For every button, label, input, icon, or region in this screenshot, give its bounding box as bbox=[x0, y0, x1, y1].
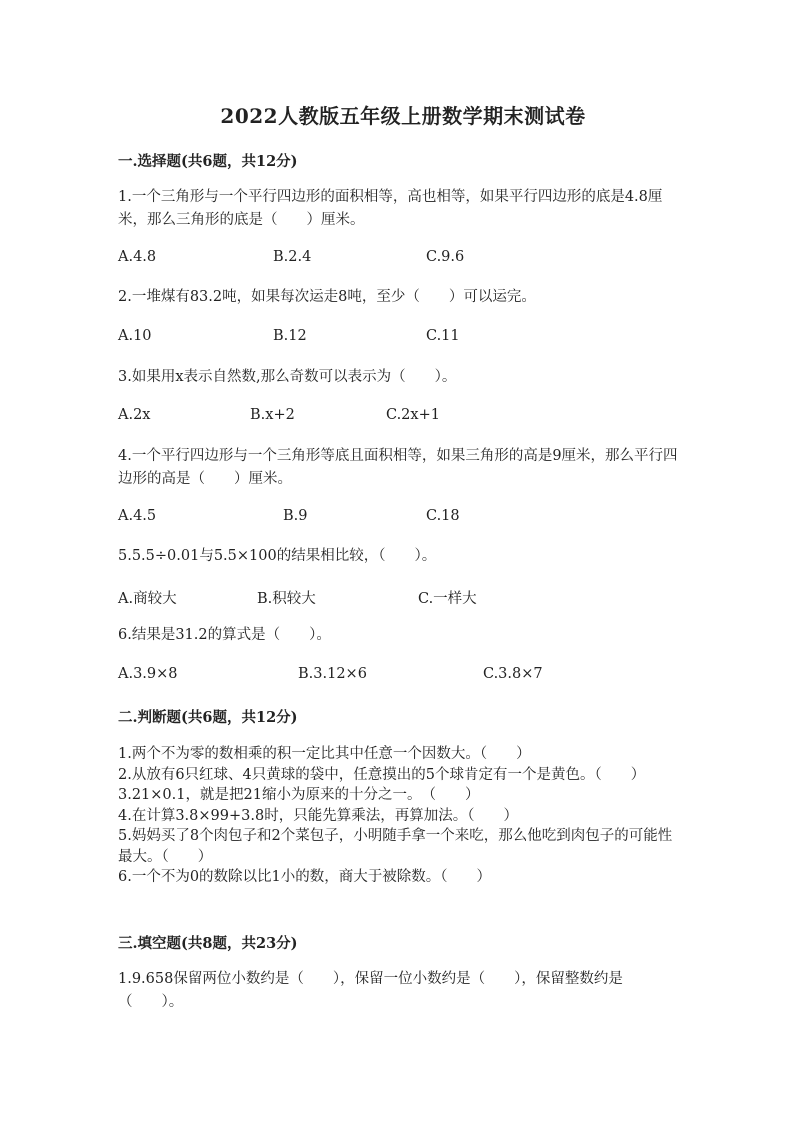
judge-item: 3.21×0.1，就是把21缩小为原来的十分之一。 （ ） bbox=[118, 787, 480, 803]
option-c: C.9.6 bbox=[426, 249, 465, 265]
option-a: A.4.5 bbox=[118, 508, 157, 524]
option-b: B.x+2 bbox=[250, 407, 295, 423]
judge-item: 6.一个不为0的数除以比1小的数，商大于被除数。（ ） bbox=[118, 869, 492, 885]
option-b: B.积较大 bbox=[257, 591, 316, 607]
option-row bbox=[118, 587, 688, 609]
page-title: 2022人教版五年级上册数学期末测试卷 bbox=[220, 104, 586, 128]
question-text: 3.如果用x表示自然数,那么奇数可以表示为（ ）。 bbox=[118, 369, 457, 385]
option-c: C.2x+1 bbox=[386, 407, 440, 423]
judge-item: 5.妈妈买了8个肉包子和2个菜包子，小明随手拿一个来吃，那么他吃到肉包子的可能性最大。（ ） bbox=[118, 828, 673, 865]
option-b: B.3.12×6 bbox=[298, 666, 367, 682]
option-a: A.10 bbox=[118, 328, 152, 344]
option-c: C.18 bbox=[426, 508, 460, 524]
question-text: 5.5.5÷0.01与5.5×100的结果相比较，（ ）。 bbox=[118, 548, 437, 564]
section-heading-judge: 二.判断题(共6题，共12分) bbox=[118, 709, 298, 726]
option-c: C.一样大 bbox=[418, 591, 477, 607]
option-row bbox=[118, 249, 688, 271]
option-a: A.2x bbox=[118, 407, 151, 423]
section-heading-fill: 三.填空题(共8题，共23分) bbox=[118, 935, 298, 952]
option-b: B.12 bbox=[273, 328, 307, 344]
question-text: 2.一堆煤有83.2吨，如果每次运走8吨，至少（ ）可以运完。 bbox=[118, 289, 536, 305]
judge-item: 2.从放有6只红球、4只黄球的袋中，任意摸出的5个球肯定有一个是黄色。（ ） bbox=[118, 766, 646, 783]
option-b: B.2.4 bbox=[273, 249, 312, 265]
question-text: 1.9.658保留两位小数约是（ ），保留一位小数约是（ ），保留整数约是（ ）。 bbox=[118, 971, 623, 1010]
option-b: B.9 bbox=[283, 508, 308, 524]
option-row bbox=[118, 508, 688, 530]
judge-list bbox=[118, 744, 678, 888]
option-a: A.3.9×8 bbox=[118, 666, 178, 682]
judge-item: 4.在计算3.8×99+3.8时，只能先算乘法，再算加法。（ ） bbox=[118, 807, 518, 824]
option-a: A.商较大 bbox=[118, 591, 177, 607]
option-a: A.4.8 bbox=[118, 249, 157, 265]
option-row bbox=[118, 666, 688, 688]
option-c: C.3.8×7 bbox=[483, 666, 543, 682]
option-c: C.11 bbox=[426, 328, 460, 344]
question-text: 4.一个平行四边形与一个三角形等底且面积相等，如果三角形的高是9厘米，那么平行四边形的高是（ ）厘米。 bbox=[118, 448, 678, 487]
judge-item: 1.两个不为零的数相乘的积一定比其中任意一个因数大。（ ） bbox=[118, 746, 531, 762]
option-row bbox=[118, 407, 688, 429]
option-row bbox=[118, 328, 688, 350]
section-heading-choice: 一.选择题(共6题，共12分) bbox=[118, 153, 298, 170]
question-text: 6.结果是31.2的算式是（ ）。 bbox=[118, 627, 331, 643]
question-text: 1.一个三角形与一个平行四边形的面积相等，高也相等，如果平行四边形的底是4.8厘米，那么三角形的底是（ ）厘米。 bbox=[118, 189, 663, 228]
